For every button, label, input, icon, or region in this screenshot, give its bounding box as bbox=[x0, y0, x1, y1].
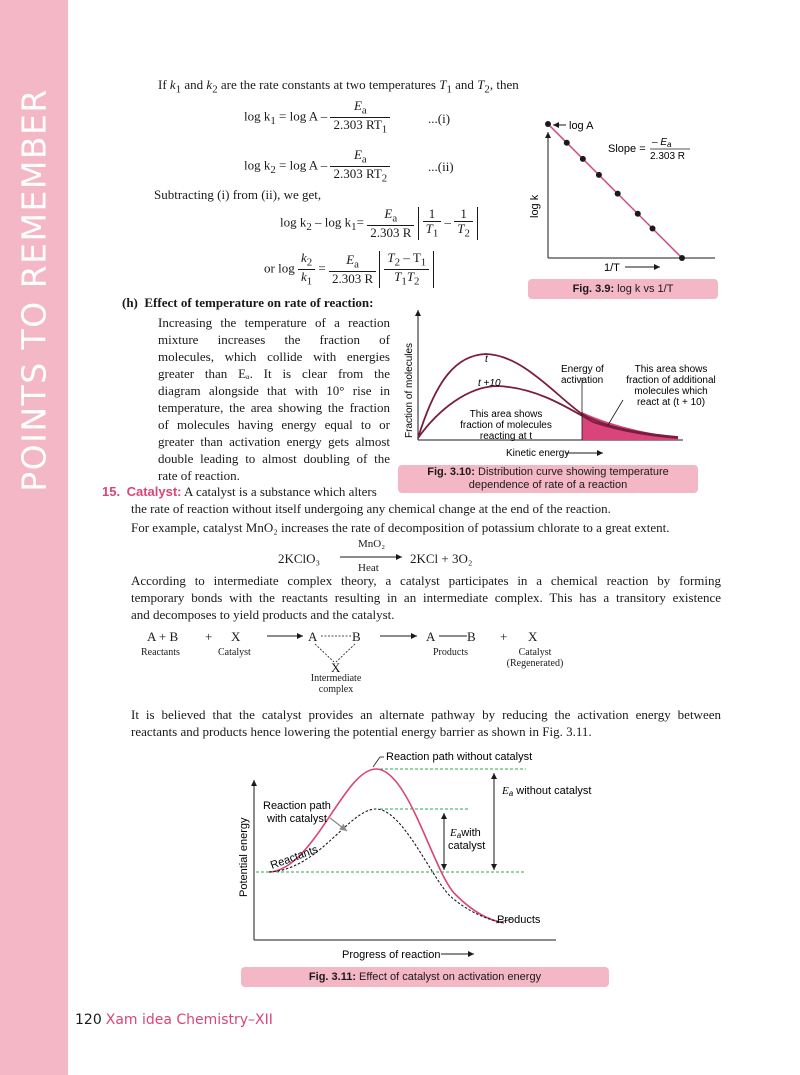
t-area-label-3: reacting at t bbox=[479, 431, 533, 442]
slope-label: Slope = bbox=[608, 143, 646, 155]
data-point bbox=[545, 121, 551, 127]
energy-label-2: activation bbox=[561, 375, 604, 386]
y-axis-label: Fraction of molecules bbox=[404, 342, 415, 438]
data-point bbox=[596, 172, 602, 178]
data-point bbox=[650, 226, 656, 232]
equation-3: $\log k_2 - \log k_1=$ $\frac{E_a}{2.303 R}$ $\frac{1}{T_1}$ – $\frac{1}{T_2}$ bbox=[280, 207, 478, 240]
without-pointer bbox=[373, 757, 380, 767]
t-area-label-1: This area shows bbox=[469, 409, 543, 420]
scheme-a-end: A bbox=[426, 629, 436, 644]
scheme-b-mid: B bbox=[352, 629, 361, 644]
fig-3-11-chart bbox=[234, 745, 614, 965]
sidebar-title: POINTS TO REMEMBER bbox=[14, 88, 54, 492]
section-h-body: Increasing the temperature of a reaction mixture increases the fraction of molecules, which collide with energies greater than Eₐ. It is clear from the diagram alongside that with 10° rise in temperature, the area showing the fraction of molecules having energy equal to or greater than activation energy gets almost double leading to almost doubling of the rate of reaction. bbox=[158, 315, 390, 483]
scheme-catalyst-label: Catalyst bbox=[218, 647, 251, 658]
reactants-label: Reactants bbox=[268, 843, 320, 872]
reaction-right: 2KCl + 3O₂ bbox=[410, 551, 473, 566]
without-catalyst-label: Reaction path without catalyst bbox=[386, 751, 533, 763]
scheme-plus-2: + bbox=[500, 629, 508, 644]
theory-paragraph: According to intermediate complex theory, a catalyst participates in a chemical reaction by forming temporary bonds with the reactants resulting in an intermediate complex. This has a transitory existence and decomposes to yield products and the catalyst. bbox=[131, 573, 721, 622]
reaction-arrow bbox=[340, 552, 406, 562]
with-catalyst-label-2: with catalyst bbox=[267, 813, 327, 825]
belief-paragraph: It is believed that the catalyst provides an alternate pathway by reducing the activation energy between reactants and products hence lowering the potential energy barrier as shown in Fig. 3.11. bbox=[131, 707, 721, 739]
reaction-condition: Heat bbox=[358, 562, 379, 574]
fig-3-9-chart bbox=[520, 108, 720, 274]
equation-2: $\log k_2 = \log A$ – $\frac{E_a}{2.303 RT_2}$ bbox=[244, 148, 390, 185]
t-area-label-2: fraction of molecules bbox=[460, 420, 552, 431]
x-axis-label: 1/T bbox=[604, 262, 620, 274]
scheme-x-end: X bbox=[528, 629, 538, 644]
equation-2-tag: ...(ii) bbox=[428, 159, 454, 174]
slope-numerator: – $E_a$ bbox=[652, 137, 672, 149]
equation-1-tag: ...(i) bbox=[428, 111, 451, 126]
extra-area-label-2: fraction of additional bbox=[626, 375, 716, 386]
scheme-b-end: B bbox=[467, 629, 476, 644]
equation-4: or log $\frac{k_2}{k_1}$ = $\frac{E_a}{2.303 R}$ $\frac{T_2 - T_1}{T_1T_2}$ bbox=[264, 251, 434, 288]
extra-area-label-1: This area shows bbox=[634, 364, 708, 375]
ea-with-label: Eawith bbox=[450, 827, 481, 840]
extra-area-label-3: molecules which bbox=[634, 386, 708, 397]
scheme-products-label: Products bbox=[433, 647, 468, 658]
scheme-x-1: X bbox=[231, 629, 241, 644]
log-a-label: log A bbox=[569, 120, 594, 132]
intro-line: If $k_1$ and $k_2$ are the rate constants at two temperatures $T_1$ and $T_2$, then bbox=[158, 77, 519, 96]
x-axis-label: Kinetic energy bbox=[506, 448, 570, 459]
reaction-left: 2KClO₃ bbox=[278, 551, 321, 566]
curve-t10-label: t +10 bbox=[478, 378, 501, 389]
catalyst-example: For example, catalyst MnO₂ increases the rate of decomposition of potassium chlorate to a great extent. bbox=[131, 520, 670, 535]
energy-label-1: Energy of bbox=[561, 364, 604, 375]
extra-area-label-4: react at (t + 10) bbox=[636, 397, 706, 408]
data-point bbox=[564, 140, 570, 146]
page-number: 120 bbox=[75, 1012, 102, 1028]
scheme-reactants-label: Reactants bbox=[141, 647, 180, 658]
with-pointer bbox=[330, 818, 347, 831]
data-point bbox=[635, 211, 641, 217]
reaction-catalyst: MnO₂ bbox=[358, 538, 386, 550]
sidebar bbox=[0, 0, 68, 1075]
with-catalyst-label-1: Reaction path bbox=[263, 800, 331, 812]
extra-area-pointer bbox=[608, 400, 623, 425]
fig-3-11-caption: Fig. 3.11: Effect of catalyst on activation energy bbox=[241, 967, 609, 987]
section-h-heading: (h) Effect of temperature on rate of reaction: bbox=[122, 295, 374, 310]
fig-3-10-chart bbox=[398, 300, 716, 462]
page-footer bbox=[75, 1012, 273, 1028]
ea-without-label: Ea without catalyst bbox=[502, 785, 592, 798]
catalyst-heading: 15. Catalyst: A catalyst is a substance which alters bbox=[102, 484, 377, 499]
y-axis-label: log k bbox=[529, 194, 541, 218]
scheme-intermediate-label: Intermediate complex bbox=[310, 673, 362, 695]
data-point bbox=[679, 255, 685, 261]
slope-denominator: 2.303 R bbox=[650, 151, 686, 162]
subtracting-text: Subtracting (i) from (ii), we get, bbox=[154, 187, 322, 202]
ea-with-label-2: catalyst bbox=[448, 840, 486, 852]
products-label: Products bbox=[497, 914, 541, 926]
scheme-a-mid: A bbox=[308, 629, 318, 644]
scheme-ab: A + B bbox=[147, 629, 179, 644]
scheme-regenerated-label: Catalyst (Regenerated) bbox=[506, 647, 564, 669]
book-title: Xam idea Chemistry–XII bbox=[105, 1012, 273, 1028]
catalyst-line-2: the rate of reaction without itself undergoing any chemical change at the end of the reaction. bbox=[131, 501, 611, 516]
curve-t-label: t bbox=[485, 354, 488, 365]
scheme-plus-1: + bbox=[205, 629, 213, 644]
data-point bbox=[580, 156, 586, 162]
scheme-x-mid: X bbox=[331, 660, 341, 675]
data-point bbox=[615, 191, 621, 197]
equation-1: $\log k_1 = \log A$ – $\frac{E_a}{2.303 RT_1}$ bbox=[244, 99, 390, 136]
fig-3-10-caption: Fig. 3.10: Distribution curve showing temperature dependence of rate of a reaction bbox=[398, 465, 698, 493]
y-axis-label: Potential energy bbox=[238, 817, 250, 897]
fig-3-9-caption: Fig. 3.9: log k vs 1/T bbox=[528, 279, 718, 299]
x-axis-label: Progress of reaction bbox=[342, 949, 441, 961]
